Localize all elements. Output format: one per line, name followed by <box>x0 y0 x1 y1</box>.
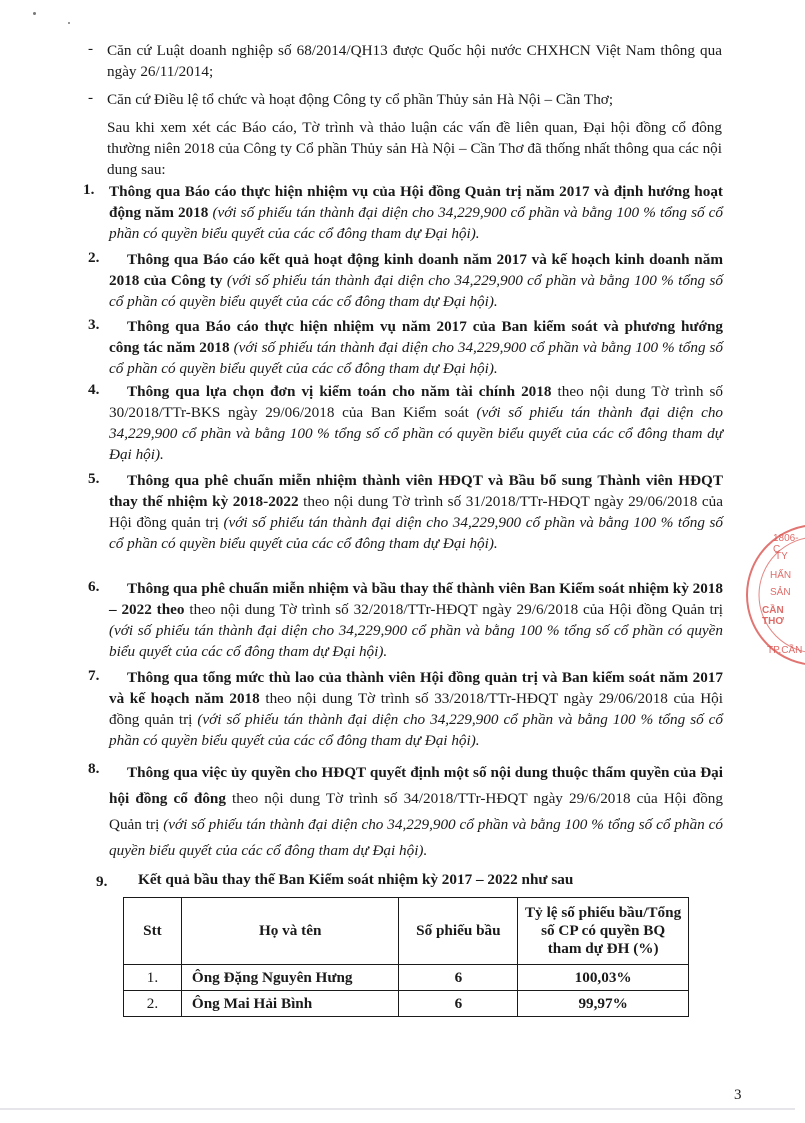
resolution-item-6 <box>109 578 723 662</box>
cell-stt: 1. <box>124 965 182 991</box>
col-header-stt: Stt <box>124 898 182 965</box>
election-results-table <box>123 897 689 1017</box>
item-vote-note: (với số phiếu tán thành đại diện cho 34,229,900 cổ phần và bằng 100 % tổng số cổ phần có quyền biểu quyết của các cổ đông tham dự Đại hội). <box>109 514 723 552</box>
col-header-ratio: Tỷ lệ số phiếu bầu/Tổng số CP có quyền BQ tham dự ĐH (%) <box>518 898 689 965</box>
seal-text: TP.CẦN <box>767 645 803 656</box>
table-header-row <box>124 898 689 965</box>
seal-text: TY <box>775 551 788 562</box>
item-vote-note: (với số phiếu tán thành đại diện cho 34,229,900 cổ phần và bằng 100 % tổng số cổ phần có quyền biểu quyết của các cổ đông tham dự Đại hội). <box>109 339 723 377</box>
item-title: Thông qua Báo cáo thực hiện nhiệm vụ năm 2017 của Ban kiểm soát và phương hướng công tác năm 2018 <box>109 318 723 356</box>
cell-stt: 2. <box>124 991 182 1017</box>
legal-basis-line-2: Căn cứ Điều lệ tổ chức và hoạt động Công ty cổ phần Thủy sản Hà Nội – Cần Thơ; <box>107 91 614 108</box>
item-vote-note: (với số phiếu tán thành đại diện cho 34,229,900 cổ phần và bằng 100 % tổng số cổ phần có quyền biểu quyết của các cổ đông tham dự Đại hội). <box>109 816 723 859</box>
item-title: Thông qua việc ủy quyền cho HĐQT quyết định một số nội dung thuộc thẩm quyền của Đại hội đồng cổ đông <box>109 764 723 807</box>
table-row <box>124 991 689 1017</box>
resolution-item-1 <box>109 181 723 244</box>
resolution-item-3 <box>109 316 723 379</box>
item-vote-note: (với số phiếu tán thành đại diện cho 34,229,900 cổ phần và bằng 100 % tổng số cổ phần có quyền biểu quyết của các cổ đông tham dự Đại hội). <box>109 204 724 242</box>
scan-speck <box>33 12 36 15</box>
item-title: Thông qua tổng mức thù lao của thành viên Hội đồng quản trị và Ban kiểm soát năm 2017 và kế hoạch năm 2018 <box>109 669 723 707</box>
item-vote-note: (với số phiếu tán thành đại diện cho 34,229,900 cổ phần và bằng 100 % tổng số cổ phần có quyền biểu quyết của các cổ đông tham dự Đại hội). <box>109 622 723 660</box>
item-number: 7. <box>88 667 100 684</box>
item-title: Thông qua Báo cáo kết quả hoạt động kinh doanh năm 2017 và kế hoạch kinh doanh năm 2018 của Công ty <box>109 251 723 289</box>
item-9-title: Kết quả bầu thay thế Ban Kiểm soát nhiệm kỳ 2017 – 2022 như sau <box>138 871 574 888</box>
legal-basis-line-1: Căn cứ Luật doanh nghiệp số 68/2014/QH13 được Quốc hội nước CHXHCN Việt Nam thông qua ngày 26/11/2014; <box>107 42 722 80</box>
item-number: 4. <box>88 381 100 398</box>
item-reference: theo nội dung Tờ trình số 31/2018/TTr-HĐQT ngày 29/06/2018 của Hội đồng quản trị <box>109 493 724 531</box>
scan-speck <box>68 22 70 24</box>
seal-text: 1806-C <box>773 533 799 555</box>
col-header-name: Họ và tên <box>181 898 399 965</box>
item-title: Thông qua phê chuẩn miễn nhiệm thành viên HĐQT và Bầu bổ sung Thành viên HĐQT thay thế nhiệm kỳ 2018-2022 <box>109 472 723 510</box>
item-number: 3. <box>88 316 100 333</box>
item-title: Thông qua lựa chọn đơn vị kiểm toán cho năm tài chính 2018 <box>127 383 552 400</box>
page-number: 3 <box>734 1087 742 1103</box>
item-number: 2. <box>88 249 100 266</box>
item-vote-note: (với số phiếu tán thành đại diện cho 34,229,900 cổ phần và bằng 100 % tổng số cổ phần có quyền biểu quyết của các cổ đông tham dự Đại hội). <box>109 404 724 463</box>
resolution-item-2 <box>109 249 723 312</box>
item-vote-note: (với số phiếu tán thành đại diện cho 34,229,900 cổ phần và bằng 100 % tổng số cổ phần có quyền biểu quyết của các cổ đông tham dự Đại hội). <box>109 272 723 310</box>
seal-text: SẢN <box>770 587 791 598</box>
resolution-item-5 <box>109 470 723 554</box>
bullet-dash: - <box>88 40 94 57</box>
resolution-item-7 <box>109 667 723 751</box>
item-reference: theo nội dung Tờ trình số 34/2018/TTr-HĐQT ngày 29/6/2018 của Hội đồng Quản trị <box>109 790 723 833</box>
item-number: 6. <box>88 578 100 595</box>
item-title: Thông qua Báo cáo thực hiện nhiệm vụ của Hội đồng Quản trị năm 2017 và định hướng hoạt động năm 2018 <box>109 183 723 221</box>
item-title: Thông qua phê chuẩn miễn nhiệm và bầu thay thế thành viên Ban Kiểm soát nhiệm kỳ 2018 – 2022 theo <box>109 580 723 618</box>
preamble: Sau khi xem xét các Báo cáo, Tờ trình và thảo luận các vấn đề liên quan, Đại hội đồng cổ đông thường niên 2018 của Công ty Cổ phần Thủy sản Hà Nội – Cần Thơ đã thống nhất thông qua các nội dung sau: <box>107 119 722 178</box>
bullet-dash: - <box>88 89 94 106</box>
cell-votes: 6 <box>399 965 518 991</box>
item-reference: theo nội dung Tờ trình số 30/2018/TTr-BKS ngày 29/06/2018 của Ban Kiểm soát <box>109 383 723 421</box>
col-header-votes: Số phiếu bầu <box>399 898 518 965</box>
scan-bottom-edge <box>0 1108 795 1110</box>
resolution-item-8 <box>109 760 723 864</box>
seal-text: CẦN THƠ <box>762 605 784 627</box>
cell-name: Ông Mai Hải Bình <box>181 991 399 1017</box>
company-seal-stamp <box>745 515 805 675</box>
seal-text: HẤN <box>770 570 792 581</box>
item-number: 8. <box>88 760 100 777</box>
cell-name: Ông Đặng Nguyên Hưng <box>181 965 399 991</box>
cell-ratio: 100,03% <box>518 965 689 991</box>
item-number: 1. <box>83 181 95 198</box>
item-reference: theo nội dung Tờ trình số 32/2018/TTr-HĐQT ngày 29/6/2018 của Hội đồng Quản trị <box>189 601 724 618</box>
resolution-item-4 <box>109 381 723 465</box>
item-reference: theo nội dung Tờ trình số 33/2018/TTr-HĐQT ngày 29/06/2018 của Hội đồng quản trị <box>109 690 723 728</box>
cell-ratio: 99,97% <box>518 991 689 1017</box>
item-number: 9. <box>96 873 108 890</box>
table-row <box>124 965 689 991</box>
item-vote-note: (với số phiếu tán thành đại diện cho 34,229,900 cổ phần và bằng 100 % tổng số cổ phần có quyền biểu quyết của các cổ đông tham dự Đại hội). <box>109 711 724 749</box>
cell-votes: 6 <box>399 991 518 1017</box>
item-number: 5. <box>88 470 100 487</box>
